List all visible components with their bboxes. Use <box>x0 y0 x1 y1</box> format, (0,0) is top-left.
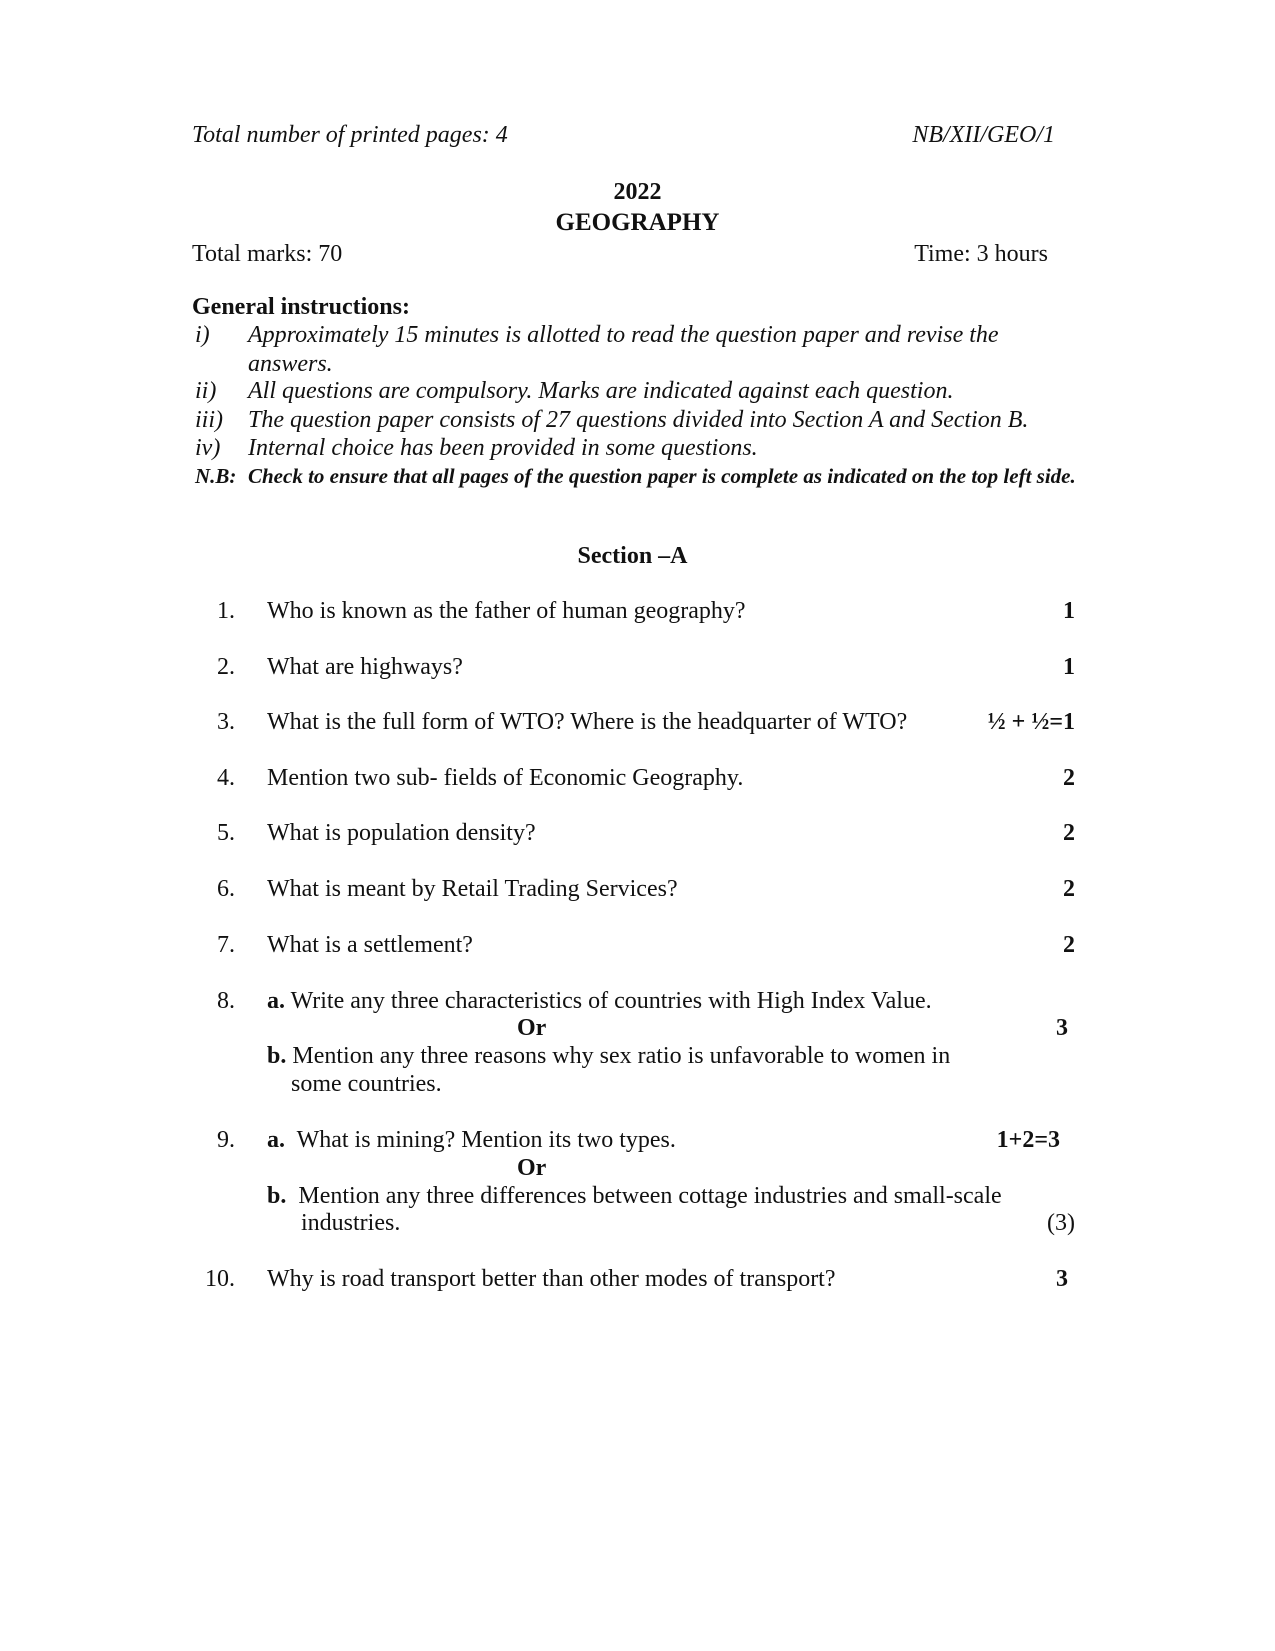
option-label: a. <box>267 988 285 1014</box>
question-number: 7. <box>217 932 235 958</box>
instruction-text: Internal choice has been provided in some questions. <box>248 435 758 461</box>
option-text: Mention any three reasons why sex ratio is unfavorable to women in <box>292 1043 951 1069</box>
question-marks: 2 <box>1063 876 1075 902</box>
option-text: Write any three characteristics of countries with High Index Value. <box>290 988 932 1014</box>
question-text: What are highways? <box>267 654 463 680</box>
question-marks: 2 <box>1063 765 1075 791</box>
question-number: 3. <box>217 709 235 735</box>
total-marks: Total marks: 70 <box>192 241 343 267</box>
instruction-number: iii) <box>195 407 223 433</box>
question-text: What is the full form of WTO? Where is the headquarter of WTO? <box>267 709 908 735</box>
or-separator: Or <box>517 1015 547 1041</box>
nb-label: N.B: <box>195 464 237 488</box>
question-option-b <box>267 1042 950 1070</box>
question-text: Mention two sub- fields of Economic Geography. <box>267 765 744 791</box>
question-marks: 1+2=3 <box>996 1127 1060 1153</box>
option-text-continued: industries. <box>301 1210 401 1236</box>
question-text: Why is road transport better than other modes of transport? <box>267 1266 836 1292</box>
question-number: 6. <box>217 876 235 902</box>
question-option-a <box>267 1126 676 1154</box>
instruction-text: Approximately 15 minutes is allotted to read the question paper and revise the answers. <box>248 322 999 377</box>
option-label: a. <box>267 1127 285 1153</box>
question-number: 2. <box>217 654 235 680</box>
question-text: What is a settlement? <box>267 932 473 958</box>
question-number: 9. <box>217 1127 235 1153</box>
option-text: Mention any three differences between cottage industries and small-scale <box>298 1183 1002 1209</box>
question-marks: 3 <box>1056 1015 1068 1041</box>
exam-time: Time: 3 hours <box>914 241 1048 267</box>
nb-text: Check to ensure that all pages of the question paper is complete as indicated on the top left side. <box>248 464 1076 488</box>
or-separator: Or <box>517 1155 547 1181</box>
question-number: 4. <box>217 765 235 791</box>
exam-year: 2022 <box>613 179 662 205</box>
subject-title: GEOGRAPHY <box>555 209 720 236</box>
question-marks: 2 <box>1063 820 1075 846</box>
option-label: b. <box>267 1043 287 1069</box>
question-text: Who is known as the father of human geography? <box>267 598 746 624</box>
instructions-title: General instructions: <box>192 294 410 320</box>
question-text: What is population density? <box>267 820 536 846</box>
instruction-text: All questions are compulsory. Marks are indicated against each question. <box>248 378 954 404</box>
option-text: What is mining? Mention its two types. <box>296 1127 676 1153</box>
printed-pages-note: Total number of printed pages: 4 <box>192 122 508 148</box>
question-number: 5. <box>217 820 235 846</box>
question-marks: 1 <box>1063 598 1075 624</box>
paper-code: NB/XII/GEO/1 <box>912 122 1055 148</box>
instruction-number: iv) <box>195 435 221 461</box>
question-number: 1. <box>217 598 235 624</box>
section-title: Section –A <box>577 543 688 569</box>
question-number: 8. <box>217 988 235 1014</box>
question-marks: 1 <box>1063 654 1075 680</box>
question-number: 10. <box>205 1266 235 1292</box>
question-marks: 2 <box>1063 932 1075 958</box>
option-text-continued: some countries. <box>291 1071 442 1097</box>
question-marks: 3 <box>1056 1266 1068 1292</box>
instruction-text: The question paper consists of 27 questions divided into Section A and Section B. <box>248 407 1029 433</box>
question-marks: ½ + ½=1 <box>987 709 1075 735</box>
question-marks: (3) <box>1047 1210 1075 1236</box>
question-option-a <box>267 987 932 1015</box>
option-label: b. <box>267 1183 287 1209</box>
question-text: What is meant by Retail Trading Services? <box>267 876 678 902</box>
question-option-b <box>267 1182 1002 1210</box>
instruction-number: ii) <box>195 378 217 404</box>
instruction-number: i) <box>195 322 210 348</box>
